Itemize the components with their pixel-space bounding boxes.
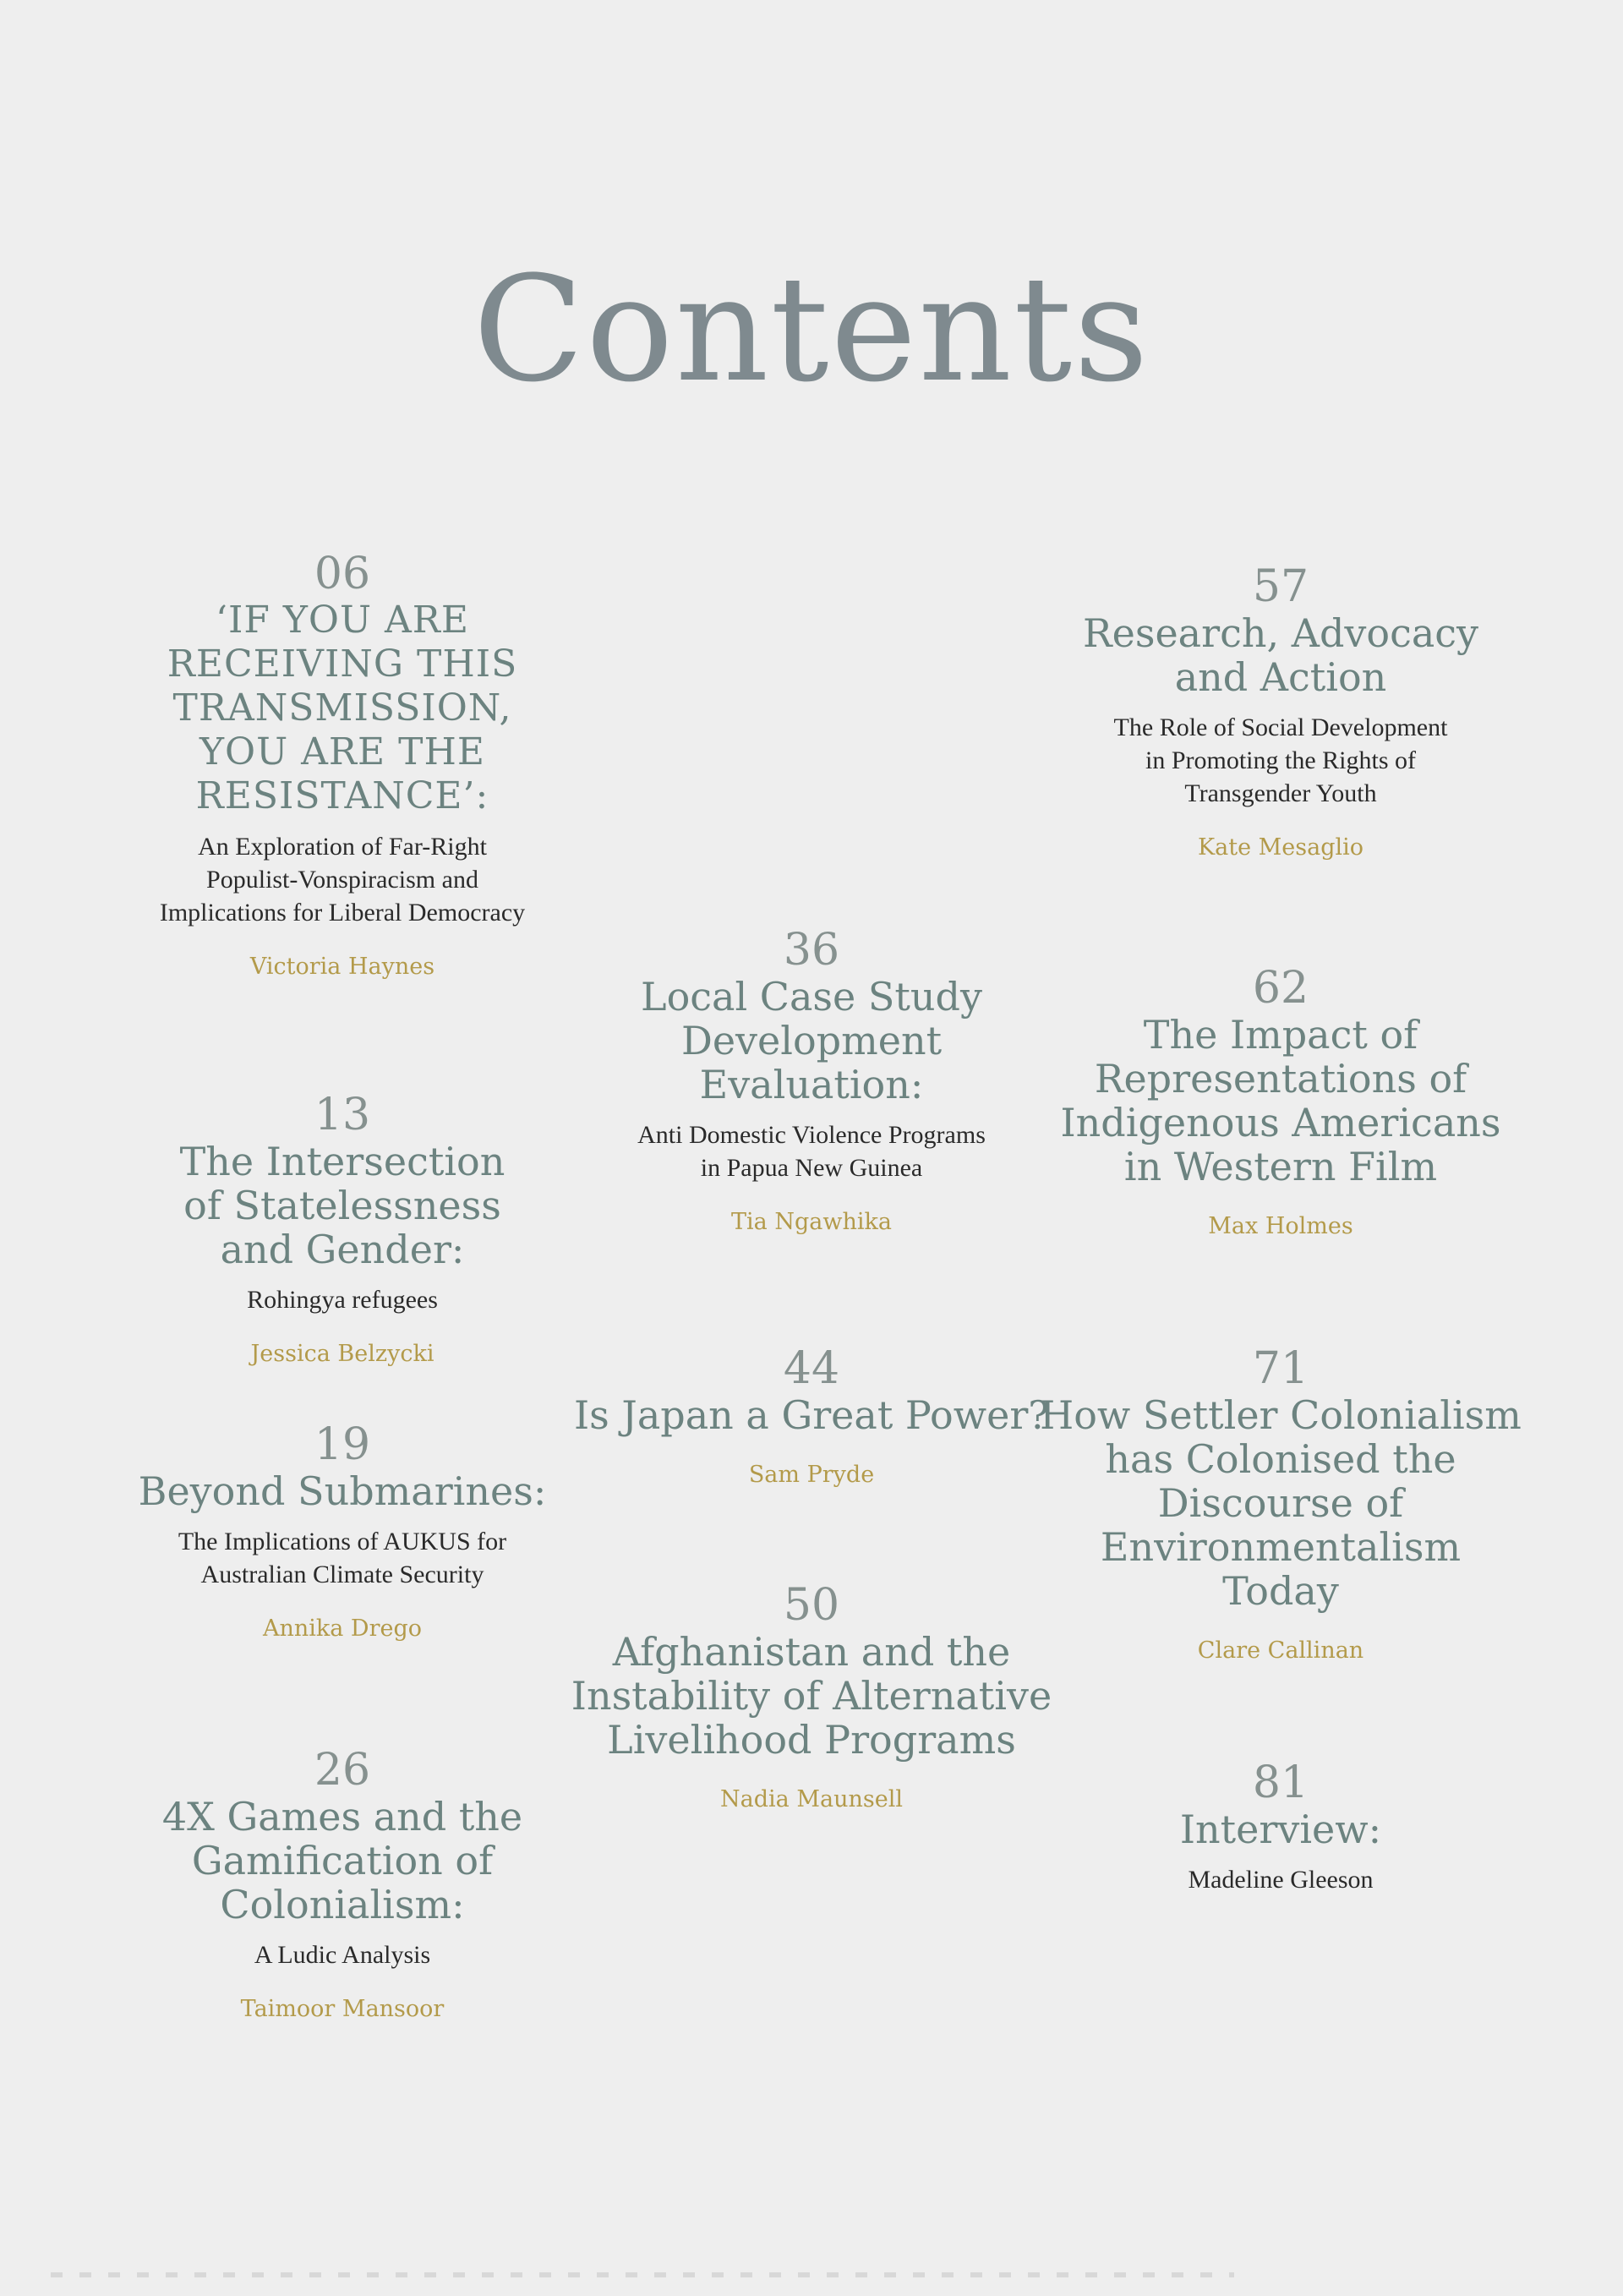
article-subtitle: Anti Domestic Violence Programs in Papua New Guinea	[637, 1121, 986, 1182]
page-number: 06	[314, 549, 371, 599]
article-subtitle: An Exploration of Far-Right Populist-Vonspiracism and Implications for Liberal Democracy	[159, 833, 526, 927]
article-subtitle: Madeline Gleeson	[1188, 1866, 1374, 1894]
article-title: Local Case Study Development Evaluation:	[641, 974, 982, 1107]
article-title: The Intersection of Statelessness and Gender:	[179, 1139, 505, 1272]
article-author: Clare Callinan	[1197, 1637, 1364, 1664]
article-author: Kate Mesaglio	[1197, 834, 1364, 861]
page-number: 57	[1252, 561, 1309, 612]
toc-entry[interactable]	[1019, 964, 1543, 1241]
bottom-edge-artifact	[51, 2272, 1234, 2277]
page-number: 50	[783, 1580, 840, 1631]
page-number: 19	[314, 1419, 371, 1470]
toc-entry[interactable]	[549, 926, 1074, 1237]
page-number: 26	[314, 1745, 371, 1796]
article-title: Beyond Submarines:	[138, 1468, 547, 1514]
article-author: Nadia Maunsell	[720, 1786, 903, 1812]
article-subtitle: Rohingya refugees	[247, 1286, 438, 1314]
toc-entry[interactable]	[1019, 562, 1543, 862]
page-number: 62	[1252, 963, 1309, 1014]
toc-entry[interactable]	[80, 1091, 604, 1369]
article-author: Annika Drego	[262, 1615, 423, 1642]
page-number: 44	[783, 1343, 840, 1394]
article-title: Is Japan a Great Power?	[574, 1392, 1049, 1438]
toc-entry[interactable]	[80, 1746, 604, 2024]
page-number: 71	[1252, 1343, 1309, 1394]
article-author: Tia Ngawhika	[731, 1209, 892, 1235]
article-title: Research, Advocacy and Action	[1082, 610, 1479, 700]
page-number: 36	[783, 925, 840, 976]
toc-entry[interactable]	[549, 1344, 1074, 1490]
article-title: The Impact of Representations of Indigenous Americans in Western Film	[1060, 1012, 1501, 1189]
article-author: Victoria Haynes	[249, 954, 435, 980]
article-author: Jessica Belzycki	[250, 1341, 434, 1367]
toc-entry[interactable]	[549, 1581, 1074, 1814]
toc-entry[interactable]	[80, 549, 604, 981]
toc-entry[interactable]	[1019, 1344, 1543, 1665]
toc-entry[interactable]	[1019, 1758, 1543, 1896]
article-author: Sam Pryde	[748, 1462, 875, 1488]
article-subtitle: The Implications of AUKUS for Australian Climate Security	[178, 1528, 507, 1588]
article-title: How Settler Colonialism has Colonised the Discourse of Environmentalism Today	[1040, 1392, 1522, 1614]
page-title: Contents	[473, 244, 1150, 414]
article-title: Afghanistan and the Instability of Alternative Livelihood Programs	[571, 1629, 1052, 1763]
article-subtitle: A Ludic Analysis	[254, 1941, 431, 1969]
article-title: Interview:	[1179, 1807, 1382, 1852]
page-number: 81	[1252, 1758, 1309, 1808]
toc-entry[interactable]	[80, 1420, 604, 1643]
article-subtitle: The Role of Social Development in Promoting the Rights of Transgender Youth	[1113, 713, 1448, 807]
page-number: 13	[314, 1090, 371, 1140]
article-title: ‘IF YOU ARE RECEIVING THIS TRANSMISSION, YOU ARE THE RESISTANCE’:	[167, 599, 518, 817]
article-author: Max Holmes	[1208, 1213, 1353, 1239]
article-author: Taimoor Mansoor	[240, 1996, 445, 2022]
article-title: 4X Games and the Gamification of Colonialism:	[161, 1794, 523, 1927]
